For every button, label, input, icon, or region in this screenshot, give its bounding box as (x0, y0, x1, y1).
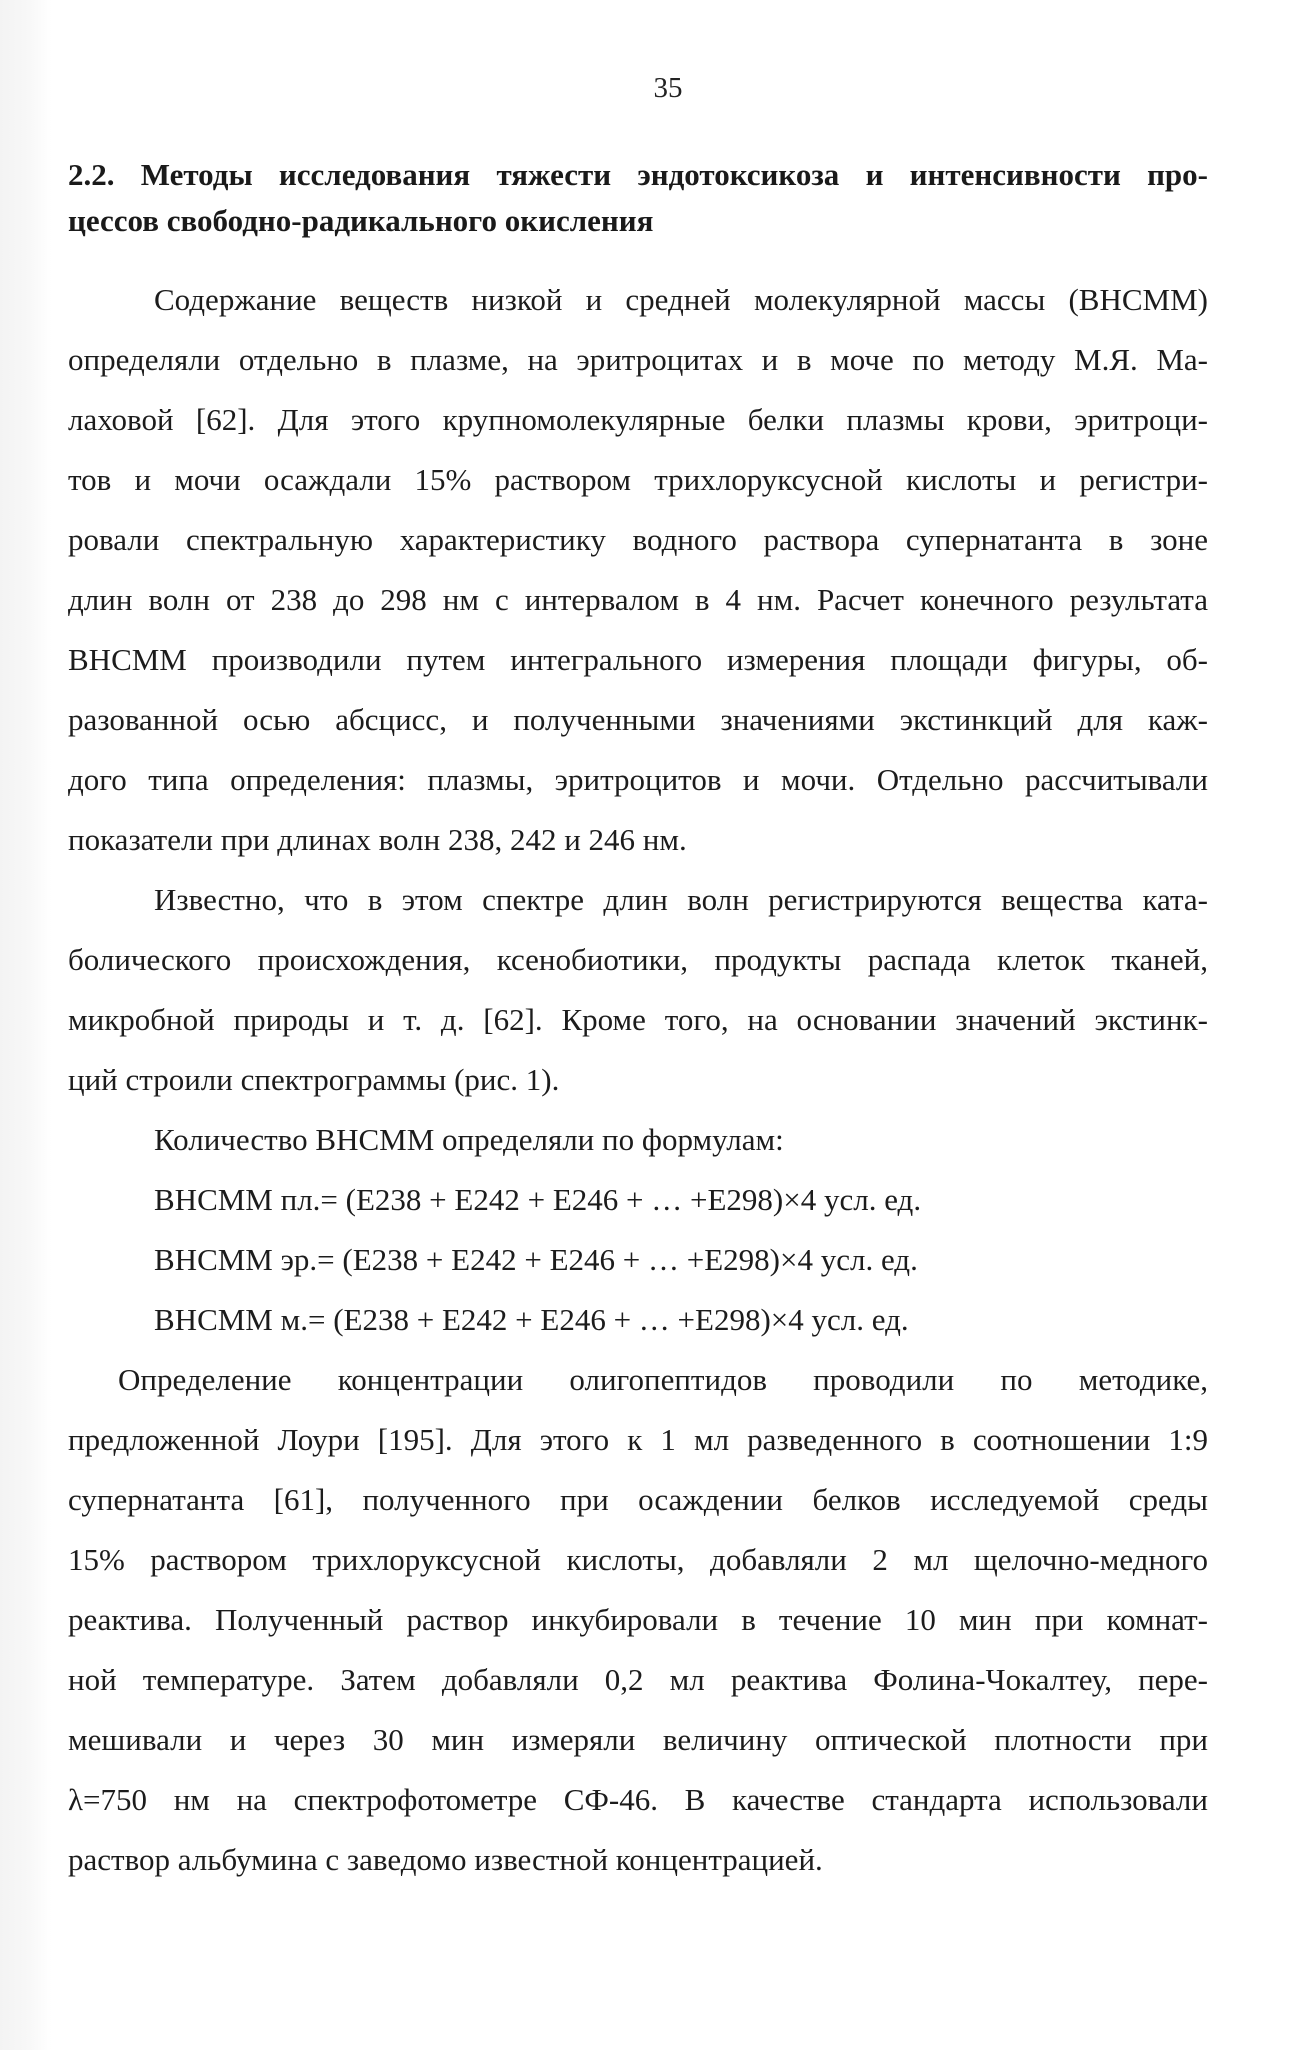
text-line: длин волн от 238 до 298 нм с интервалом в 4 нм. Расчет конечного результата (68, 582, 1208, 617)
paragraph-spectrum (68, 870, 1208, 1110)
text-line: ровали спектральную характеристику водного раствора супернатанта в зоне (68, 522, 1208, 557)
text-line: лаховой [62]. Для этого крупномолекулярные белки плазмы крови, эритроци- (68, 402, 1208, 437)
section-heading-line: 2.2. Методы исследования тяжести эндотоксикоза и интенсивности про- (68, 157, 1208, 192)
text-line: болического происхождения, ксенобиотики, продукты распада клеток тканей, (68, 942, 1208, 977)
formula-plasma: ВНСММ пл.= (Е238 + Е242 + Е246 + … +Е298)×4 усл. ед. (154, 1182, 922, 1217)
text-line: показатели при длинах волн 238, 242 и 246 нм. (68, 822, 687, 857)
section-heading (68, 152, 1208, 244)
page-number: 35 (653, 72, 683, 104)
paragraph-oligopeptides (68, 1350, 1208, 1890)
formula-list (68, 1170, 1208, 1350)
document-page (68, 70, 1208, 1890)
text-line: Известно, что в этом спектре длин волн регистрируются вещества ката- (154, 882, 1208, 917)
paragraph-formula-intro (68, 1110, 1208, 1170)
text-line: Содержание веществ низкой и средней молекулярной массы (ВНСММ) (154, 282, 1208, 317)
text-line: реактива. Полученный раствор инкубировали в течение 10 мин при комнат- (68, 1602, 1208, 1637)
text-line: тов и мочи осаждали 15% раствором трихлоруксусной кислоты и регистри- (68, 462, 1208, 497)
text-line: λ=750 нм на спектрофотометре СФ-46. В качестве стандарта использовали (68, 1782, 1208, 1817)
text-line: 15% раствором трихлоруксусной кислоты, добавляли 2 мл щелочно-медного (68, 1542, 1208, 1577)
text-line: Определение концентрации олигопептидов проводили по методике, (118, 1362, 1208, 1397)
formula-urine: ВНСММ м.= (Е238 + Е242 + Е246 + … +Е298)×4 усл. ед. (154, 1302, 909, 1337)
text-line: ной температуре. Затем добавляли 0,2 мл реактива Фолина-Чокалтеу, пере- (68, 1662, 1208, 1697)
formula-erythrocytes: ВНСММ эр.= (Е238 + Е242 + Е246 + … +Е298)×4 усл. ед. (154, 1242, 918, 1277)
text-line: мешивали и через 30 мин измеряли величину оптической плотности при (68, 1722, 1208, 1757)
text-line: супернатанта [61], полученного при осаждении белков исследуемой среды (68, 1482, 1208, 1517)
text-line: ВНСММ производили путем интегрального измерения площади фигуры, об- (68, 642, 1208, 677)
text-line: микробной природы и т. д. [62]. Кроме того, на основании значений экстинк- (68, 1002, 1208, 1037)
paragraph-vnsmm-method (68, 270, 1208, 870)
text-line: раствор альбумина с заведомо известной концентрацией. (68, 1842, 823, 1877)
text-line: предложенной Лоури [195]. Для этого к 1 мл разведенного в соотношении 1:9 (68, 1422, 1208, 1457)
text-line: ций строили спектрограммы (рис. 1). (68, 1062, 560, 1097)
section-heading-line: цессов свободно-радикального окисления (68, 203, 654, 238)
text-line: разованной осью абсцисс, и полученными значениями экстинкций для каж- (68, 702, 1208, 737)
text-line: дого типа определения: плазмы, эритроцитов и мочи. Отдельно рассчитывали (68, 762, 1208, 797)
text-line: Количество ВНСММ определяли по формулам: (154, 1122, 784, 1157)
text-line: определяли отдельно в плазме, на эритроцитах и в моче по методу М.Я. Ма- (68, 342, 1208, 377)
scan-edge-shadow (0, 0, 52, 2050)
